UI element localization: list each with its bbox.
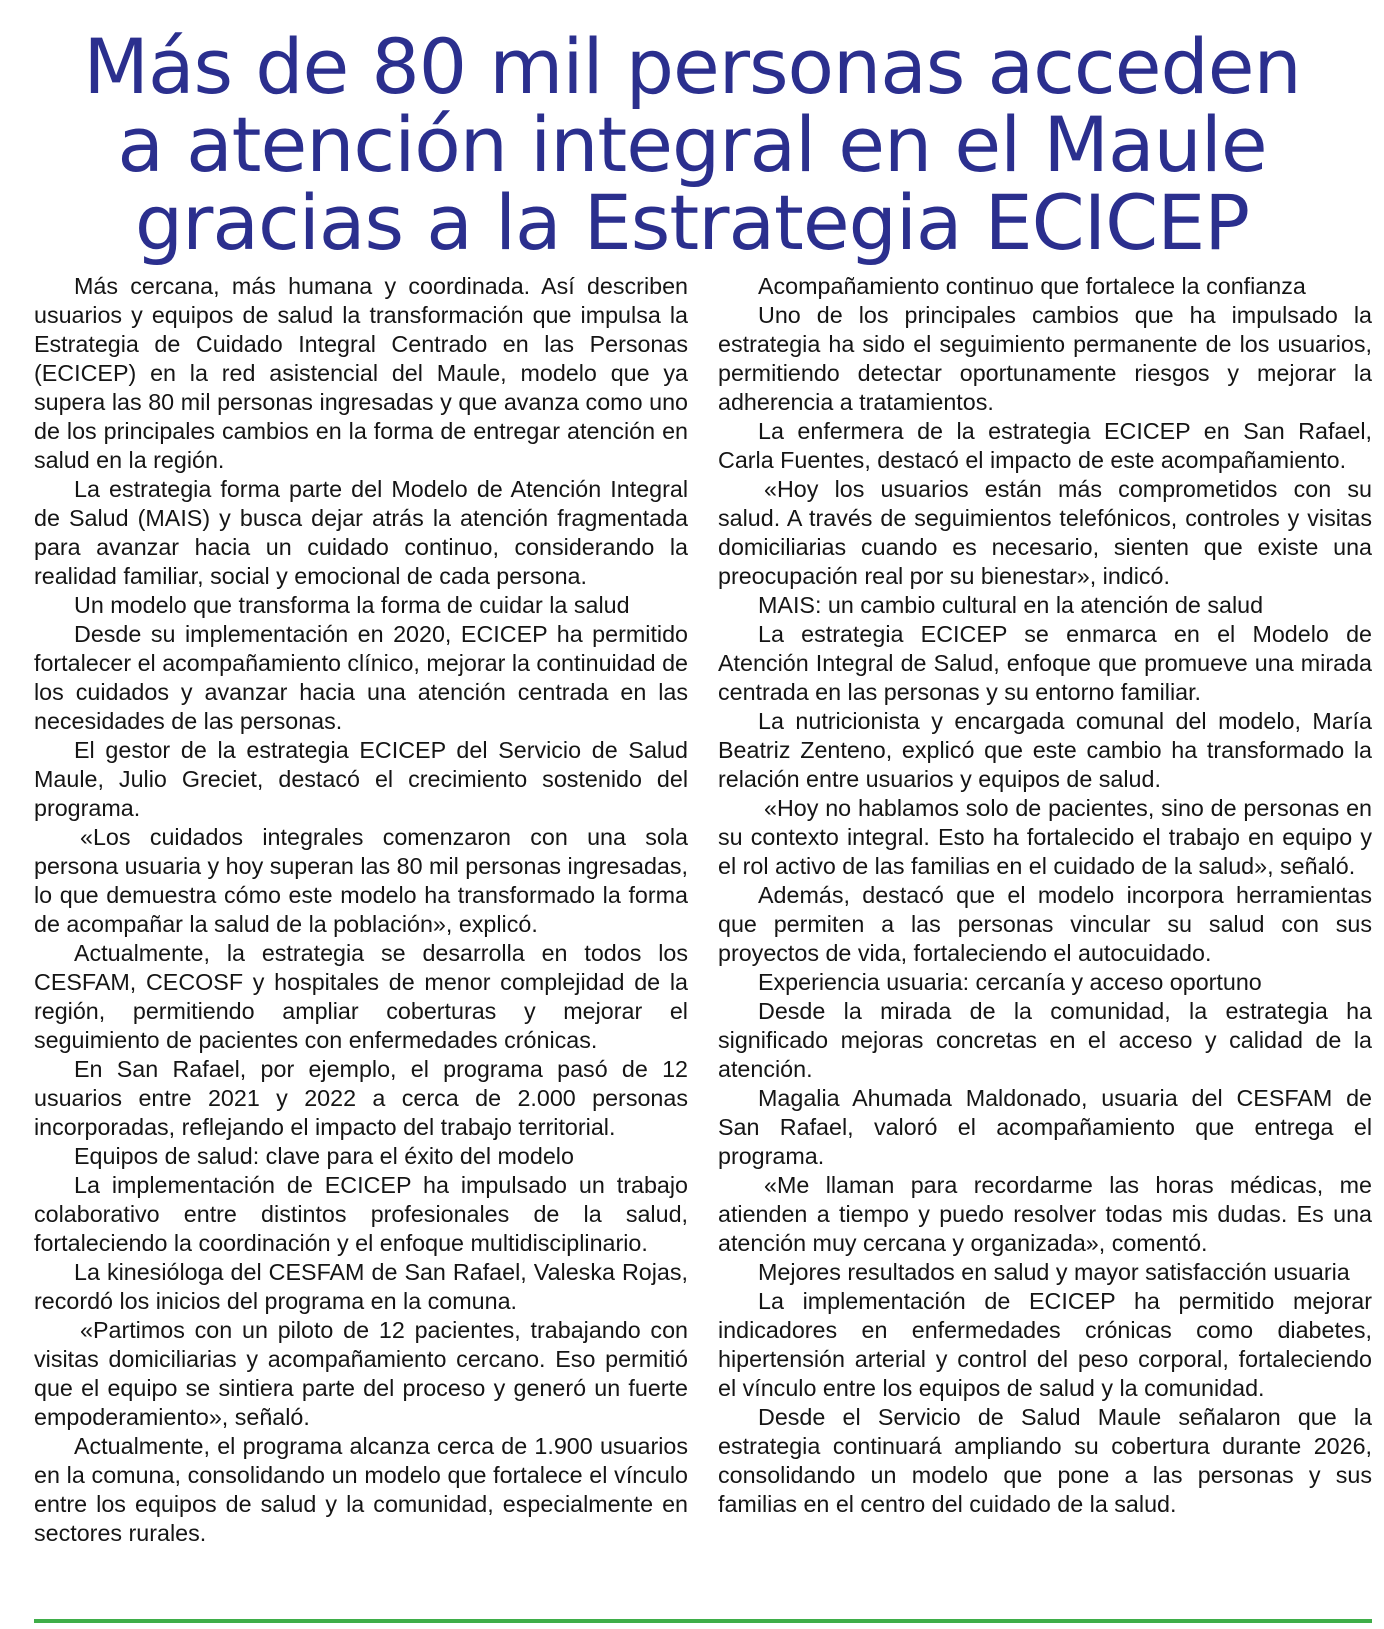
body-paragraph: Más cercana, más humana y coordinada. Así describen usuarios y equipos de salud la transformación que impulsa la Estrategia de Cuidado Integral Centrado en las Personas (ECICEP) en la red asistencial del Maule, modelo que ya supera las 80 mil personas ingresadas y que avanza como uno de los principales cambios en la forma de entregar atención en salud en la región.: [34, 273, 688, 473]
body-paragraph: Desde su implementación en 2020, ECICEP ha permitido fortalecer el acompañamiento clínico, mejorar la continuidad de los cuidados y avanzar hacia una atención centrada en las necesidades de las personas.: [34, 621, 688, 734]
section-subheading: Experiencia usuaria: cercanía y acceso oportuno: [758, 969, 1262, 995]
body-paragraph: La enfermera de la estrategia ECICEP en San Rafael, Carla Fuentes, destacó el impacto de este acompañamiento.: [718, 418, 1372, 473]
quote-paragraph: «Los cuidados integrales comenzaron con una sola persona usuaria y hoy superan las 80 mil personas ingresadas, lo que demuestra cómo este modelo ha transformado la forma de acompañar la salud de la población», explicó.: [34, 824, 688, 937]
body-paragraph: La estrategia forma parte del Modelo de Atención Integral de Salud (MAIS) y busca dejar atrás la atención fragmentada para avanzar hacia un cuidado continuo, considerando la realidad familiar, social y emocional de cada persona.: [34, 476, 688, 589]
quote-paragraph: «Hoy los usuarios están más comprometidos con su salud. A través de seguimientos telefónicos, controles y visitas domiciliarias cuando es necesario, sienten que existe una preocupación real por su bienestar», indicó.: [718, 476, 1372, 589]
left-column: [34, 272, 688, 1548]
section-subheading: Mejores resultados en salud y mayor satisfacción usuaria: [758, 1259, 1350, 1285]
body-paragraph: En San Rafael, por ejemplo, el programa pasó de 12 usuarios entre 2021 y 2022 a cerca de 2.000 personas incorporadas, reflejando el impacto del trabajo territorial.: [34, 1056, 688, 1140]
headline-line: a atención integral en el Maule: [117, 100, 1267, 189]
body-paragraph: Uno de los principales cambios que ha impulsado la estrategia ha sido el seguimiento permanente de los usuarios, permitiendo detectar oportunamente riesgos y mejorar la adherencia a tratamientos.: [718, 302, 1372, 415]
quote-paragraph: «Partimos con un piloto de 12 pacientes, trabajando con visitas domiciliarias y acompañamiento cercano. Eso permitió que el equipo se sintiera parte del proceso y generó un fuerte empoderamiento», señaló.: [34, 1317, 688, 1430]
body-paragraph: Actualmente, el programa alcanza cerca de 1.900 usuarios en la comuna, consolidando un modelo que fortalece el vínculo entre los equipos de salud y la comunidad, especialmente en sectores rurales.: [34, 1433, 688, 1546]
bottom-divider-rule: [34, 1619, 1372, 1623]
quote-paragraph: «Hoy no hablamos solo de pacientes, sino de personas en su contexto integral. Esto ha fortalecido el trabajo en equipo y el rol activo de las familias en el cuidado de la salud», señaló.: [718, 795, 1372, 879]
headline-line: gracias a la Estrategia ECICEP: [134, 178, 1250, 267]
section-subheading: Equipos de salud: clave para el éxito del modelo: [74, 1143, 574, 1169]
body-paragraph: La kinesióloga del CESFAM de San Rafael, Valeska Rojas, recordó los inicios del programa en la comuna.: [34, 1259, 688, 1314]
body-paragraph: Actualmente, la estrategia se desarrolla en todos los CESFAM, CECOSF y hospitales de menor complejidad de la región, permitiendo ampliar coberturas y mejorar el seguimiento de pacientes con enfermedades crónicas.: [34, 940, 688, 1053]
headline-line: Más de 80 mil personas acceden: [83, 22, 1301, 111]
article-headline: [40, 22, 1344, 267]
body-paragraph: La implementación de ECICEP ha impulsado un trabajo colaborativo entre distintos profesionales de la salud, fortaleciendo la coordinación y el enfoque multidisciplinario.: [34, 1172, 688, 1256]
body-paragraph: La estrategia ECICEP se enmarca en el Modelo de Atención Integral de Salud, enfoque que promueve una mirada centrada en las personas y su entorno familiar.: [718, 621, 1372, 705]
body-paragraph: Desde la mirada de la comunidad, la estrategia ha significado mejoras concretas en el acceso y calidad de la atención.: [718, 998, 1372, 1082]
section-subheading: Acompañamiento continuo que fortalece la confianza: [758, 273, 1306, 299]
section-subheading: Un modelo que transforma la forma de cuidar la salud: [74, 592, 630, 618]
body-paragraph: Magalia Ahumada Maldonado, usuaria del CESFAM de San Rafael, valoró el acompañamiento que entrega el programa.: [718, 1085, 1372, 1169]
body-paragraph: El gestor de la estrategia ECICEP del Servicio de Salud Maule, Julio Greciet, destacó el crecimiento sostenido del programa.: [34, 737, 688, 821]
body-paragraph: La nutricionista y encargada comunal del modelo, María Beatriz Zenteno, explicó que este cambio ha transformado la relación entre usuarios y equipos de salud.: [718, 708, 1372, 792]
right-column: [718, 272, 1372, 1519]
quote-paragraph: «Me llaman para recordarme las horas médicas, me atienden a tiempo y puedo resolver todas mis dudas. Es una atención muy cercana y organizada», comentó.: [718, 1172, 1372, 1256]
section-subheading: MAIS: un cambio cultural en la atención de salud: [758, 592, 1264, 618]
body-paragraph: Desde el Servicio de Salud Maule señalaron que la estrategia continuará ampliando su cobertura durante 2026, consolidando un modelo que pone a las personas y sus familias en el centro del cuidado de la salud.: [718, 1404, 1372, 1517]
body-paragraph: Además, destacó que el modelo incorpora herramientas que permiten a las personas vincular su salud con sus proyectos de vida, fortaleciendo el autocuidado.: [718, 882, 1372, 966]
body-paragraph: La implementación de ECICEP ha permitido mejorar indicadores en enfermedades crónicas como diabetes, hipertensión arterial y control del peso corporal, fortaleciendo el vínculo entre los equipos de salud y la comunidad.: [718, 1288, 1372, 1401]
